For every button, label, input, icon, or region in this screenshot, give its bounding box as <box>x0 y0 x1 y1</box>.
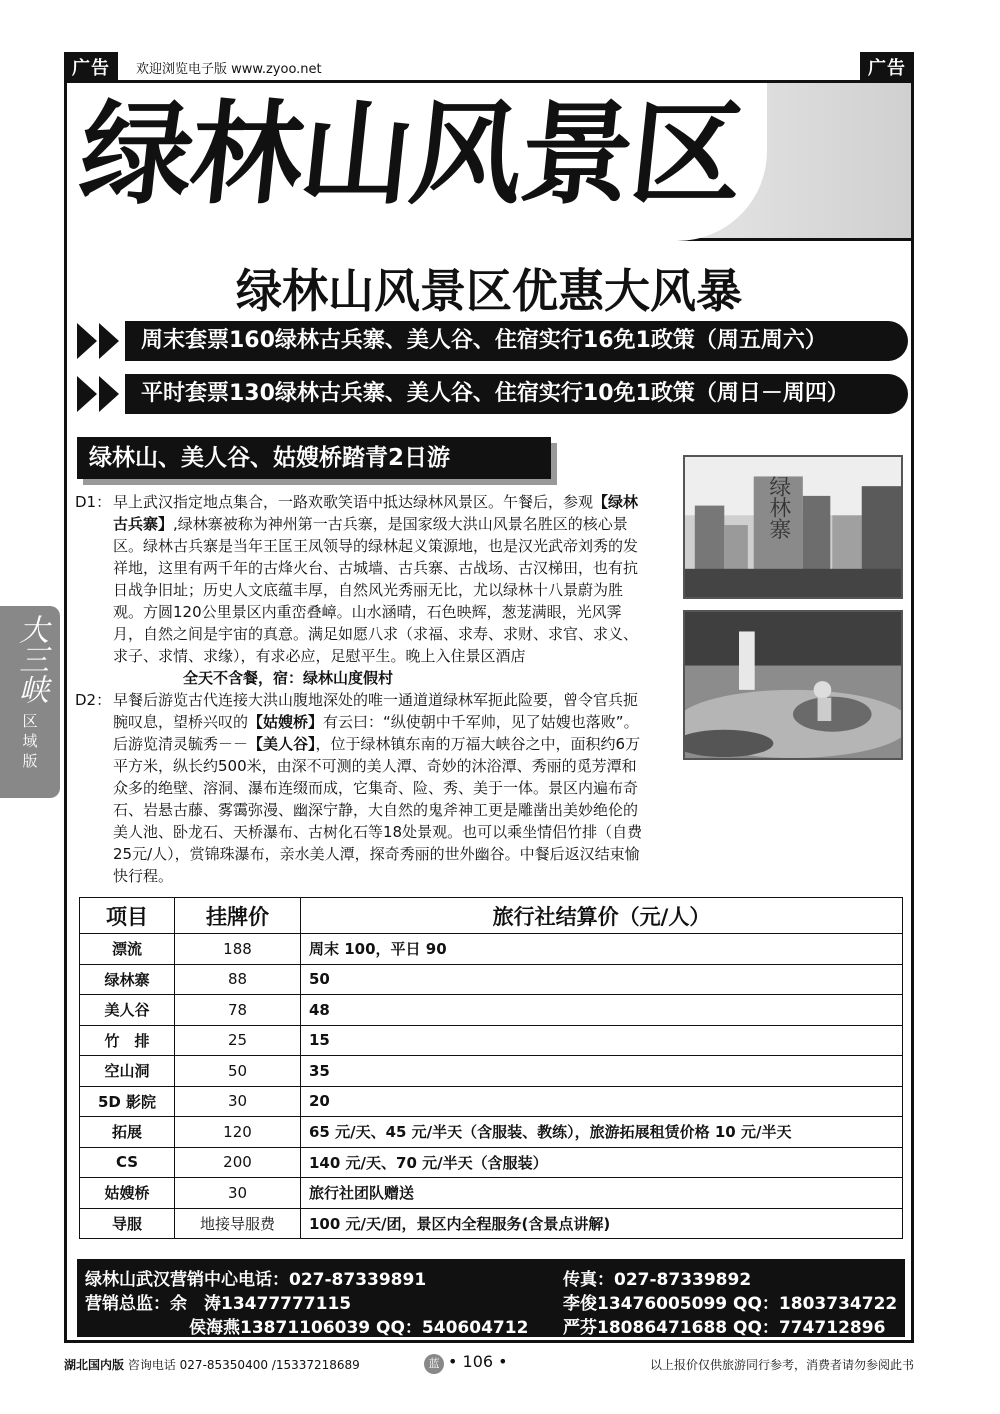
footer-page-number: 蓝 • 106 • <box>424 1352 508 1374</box>
header-item: 项目 <box>80 898 175 934</box>
double-arrow-icon <box>77 321 127 361</box>
day-2: D2： 早餐后游览古代连接大洪山腹地深处的唯一通道道绿林军扼此险要，曾令官兵扼腕叹息，望桥兴叹的【姑嫂桥】有云曰：“纵使朝中千军帅，见了姑嫂也落败”。后游览清灵毓秀－－【美人谷】，位于绿林镇东南的万福大峡谷之中，面积约6万平方米，纵长约500米，由深不可测的美人潭、奇妙的沐浴潭、秀丽的觅芳潭和众多的绝壁、溶洞、瀑布连缀而成，它集奇、险、秀、美于一体。景区内遍布奇石、岩悬古藤、雾霭弥漫、幽深宁静，大自然的鬼斧神工更是雕凿出美妙绝伦的美人池、卧龙石、天桥瀑布、古树化石等18处景观。也可以乘坐情侣竹排（自费25元/人），赏锦珠瀑布，亲水美人潭，探奇秀丽的世外幽谷。中餐后返汉结束愉快行程。 <box>75 691 643 885</box>
day-1-label: D1： <box>75 493 112 511</box>
table-row: 美人谷 78 48 <box>80 995 903 1026</box>
tour-title: 绿林山、美人谷、姑嫂桥踏青2日游 <box>77 437 551 479</box>
table-row: 姑嫂桥 30 旅行社团队赠送 <box>80 1178 903 1209</box>
ad-tag-right: 广告 <box>860 52 914 82</box>
side-tab-region[interactable]: 大三峡 区 域 版 <box>0 606 60 798</box>
ad-tag-left: 广告 <box>64 52 118 82</box>
policy-weekday: 平时套票130绿林古兵寨、美人谷、住宿实行10免1政策（周日－周四） <box>125 374 908 414</box>
table-row: CS 200 140 元/天、70 元/半天（含服装） <box>80 1147 903 1178</box>
day-1: D1： 早上武汉指定地点集合，一路欢歌笑语中抵达绿林风景区。午餐后，参观【绿林古兵寨】,绿林寨被称为神州第一古兵寨，是国家级大洪山风景名胜区的核心景区。绿林古兵寨是当年王匡王凤领导的绿林起义策源地，也是汉光武帝刘秀的发祥地，这里有两千年的古烽火台、古城墙、古兵寨、古战场、古汉梯田，也有抗日战争旧址；历史人文底蕴丰厚，自然风光秀丽无比，尤以绿林十八景蔚为胜观。方圆120公里景区内重峦叠嶂。山水涵晴，石色映辉，葱茏满眼，光风霁月，自然之间是宇宙的真意。满足如愿八求（求福、求寿、求财、求官、求义、求子、求情、求缘），有求必应，足慰平生。晚上入住景区酒店全天不含餐，宿：绿林山度假村 <box>75 493 639 687</box>
highlight-sister-bridge: 【姑嫂桥】 <box>248 713 324 731</box>
table-row: 竹 排 25 15 <box>80 1025 903 1056</box>
side-tab-title: 大三峡 <box>13 614 48 704</box>
day-2-label: D2： <box>75 691 112 709</box>
itinerary <box>75 491 911 887</box>
ad-frame <box>64 80 914 1343</box>
promo-title: 绿林山风景区优惠大风暴 <box>236 264 742 318</box>
header-list-price: 挂牌价 <box>175 898 301 934</box>
table-header-row <box>80 898 903 934</box>
highlight-green-forest-fort: 【绿林古兵寨】 <box>113 493 639 533</box>
table-row: 导服 地接导服费 100 元/天/团，景区内全程服务(含景点讲解) <box>80 1208 903 1239</box>
contact-line-3: 侯海燕13871106039 QQ：540604712 严芬18086471688 QQ：774712896 <box>189 1318 886 1338</box>
highlight-beauty-valley: 【美人谷】 <box>248 735 316 753</box>
table-row: 5D 影院 30 20 <box>80 1086 903 1117</box>
footer-circle-icon: 蓝 <box>424 1354 444 1374</box>
welcome-text[interactable]: 欢迎浏览电子版 www.zyoo.net <box>136 62 322 77</box>
header-settle-price: 旅行社结算价（元/人） <box>301 898 903 934</box>
table-row: 拓展 120 65 元/天、45 元/半天（含服装、教练），旅游拓展租赁价格 10 元/半天 <box>80 1117 903 1148</box>
title-banner <box>67 83 911 241</box>
price-table <box>79 897 903 1239</box>
contact-box <box>77 1259 905 1337</box>
double-arrow-icon <box>77 374 127 414</box>
contact-line-1: 绿林山武汉营销中心电话：027-87339891 传真：027-87339892 <box>85 1270 752 1290</box>
contact-line-2: 营销总监：余 涛13477777115 李俊13476005099 QQ：1803734722 <box>85 1294 898 1314</box>
day-1-meal-lodging: 全天不含餐，宿：绿林山度假村 <box>183 669 394 687</box>
table-row: 绿林寨 88 50 <box>80 964 903 995</box>
footer-note: 以上报价仅供旅游同行参考，消费者请勿参阅此书 <box>649 1358 914 1372</box>
table-row: 漂流 188 周末 100，平日 90 <box>80 934 903 965</box>
table-row: 空山洞 50 35 <box>80 1056 903 1087</box>
policy-weekend: 周末套票160绿林古兵寨、美人谷、住宿实行16免1政策（周五周六） <box>125 321 908 361</box>
banner-title: 绿林山风景区 <box>74 89 748 220</box>
footer-phone: 咨询电话 027-85350400 /15337218689 <box>127 1358 360 1372</box>
footer-edition: 湖北国内版 <box>64 1358 125 1372</box>
sign-text: 绿林寨 <box>765 475 791 540</box>
